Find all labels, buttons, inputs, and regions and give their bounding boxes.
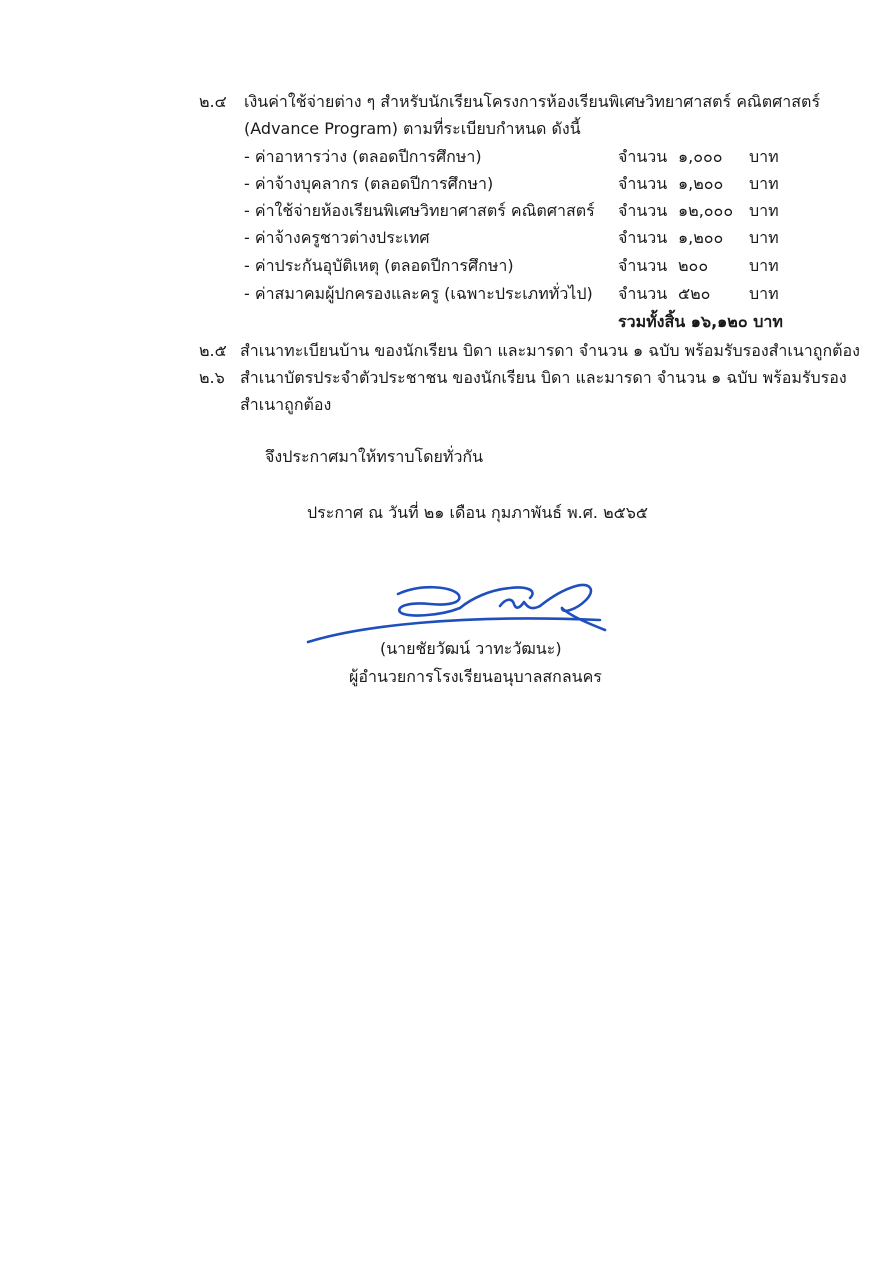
expense-unit: จำนวน bbox=[618, 174, 668, 193]
expense-amount: ๒๐๐ bbox=[678, 256, 709, 275]
section-2-6-line2: สำเนาถูกต้อง bbox=[240, 395, 332, 414]
expense-unit: จำนวน bbox=[618, 256, 668, 275]
signature-image bbox=[300, 568, 620, 648]
announcement-date: ประกาศ ณ วันที่ ๒๑ เดือน กุมภาพันธ์ พ.ศ. ๒๕๖๕ bbox=[307, 503, 649, 522]
signatory-name: (นายชัยวัฒน์ วาทะวัฒนะ) bbox=[380, 639, 562, 658]
expense-label: - ค่าใช้จ่ายห้องเรียนพิเศษวิทยาศาสตร์ คณิตศาสตร์ bbox=[244, 201, 595, 220]
expense-unit: จำนวน bbox=[618, 201, 668, 220]
section-2-4-number: ๒.๔ bbox=[199, 92, 227, 111]
expense-total: รวมทั้งสิ้น ๑๖,๑๒๐ บาท bbox=[618, 312, 783, 331]
expense-currency: บาท bbox=[749, 201, 779, 220]
expense-unit: จำนวน bbox=[618, 228, 668, 247]
section-2-4-line1: เงินค่าใช้จ่ายต่าง ๆ สำหรับนักเรียนโครงการห้องเรียนพิเศษวิทยาศาสตร์ คณิตศาสตร์ bbox=[244, 92, 821, 111]
section-2-6-number: ๒.๖ bbox=[199, 368, 225, 387]
expense-amount: ๑,๒๐๐ bbox=[678, 174, 724, 193]
signatory-position: ผู้อำนวยการโรงเรียนอนุบาลสกลนคร bbox=[349, 667, 602, 686]
expense-amount: ๑,๒๐๐ bbox=[678, 228, 724, 247]
expense-label: - ค่าจ้างครูชาวต่างประเทศ bbox=[244, 228, 430, 247]
expense-label: - ค่าอาหารว่าง (ตลอดปีการศึกษา) bbox=[244, 147, 482, 166]
expense-unit: จำนวน bbox=[618, 284, 668, 303]
section-2-5-number: ๒.๕ bbox=[199, 341, 227, 360]
section-2-4-line2: (Advance Program) ตามที่ระเบียบกำหนด ดังนี้ bbox=[244, 119, 581, 138]
expense-label: - ค่าประกันอุบัติเหตุ (ตลอดปีการศึกษา) bbox=[244, 256, 514, 275]
expense-currency: บาท bbox=[749, 284, 779, 303]
expense-label: - ค่าสมาคมผู้ปกครองและครู (เฉพาะประเภททั่วไป) bbox=[244, 284, 593, 303]
expense-amount: ๕๒๐ bbox=[678, 284, 711, 303]
expense-currency: บาท bbox=[749, 174, 779, 193]
announcement-text: จึงประกาศมาให้ทราบโดยทั่วกัน bbox=[265, 447, 484, 466]
expense-amount: ๑,๐๐๐ bbox=[678, 147, 723, 166]
expense-currency: บาท bbox=[749, 256, 779, 275]
expense-label: - ค่าจ้างบุคลากร (ตลอดปีการศึกษา) bbox=[244, 174, 494, 193]
section-2-5-text: สำเนาทะเบียนบ้าน ของนักเรียน บิดา และมารดา จำนวน ๑ ฉบับ พร้อมรับรองสำเนาถูกต้อง bbox=[240, 341, 860, 360]
expense-unit: จำนวน bbox=[618, 147, 668, 166]
section-2-6-line1: สำเนาบัตรประจำตัวประชาชน ของนักเรียน บิดา และมารดา จำนวน ๑ ฉบับ พร้อมรับรอง bbox=[240, 368, 847, 387]
expense-currency: บาท bbox=[749, 147, 779, 166]
expense-currency: บาท bbox=[749, 228, 779, 247]
expense-amount: ๑๒,๐๐๐ bbox=[678, 201, 734, 220]
